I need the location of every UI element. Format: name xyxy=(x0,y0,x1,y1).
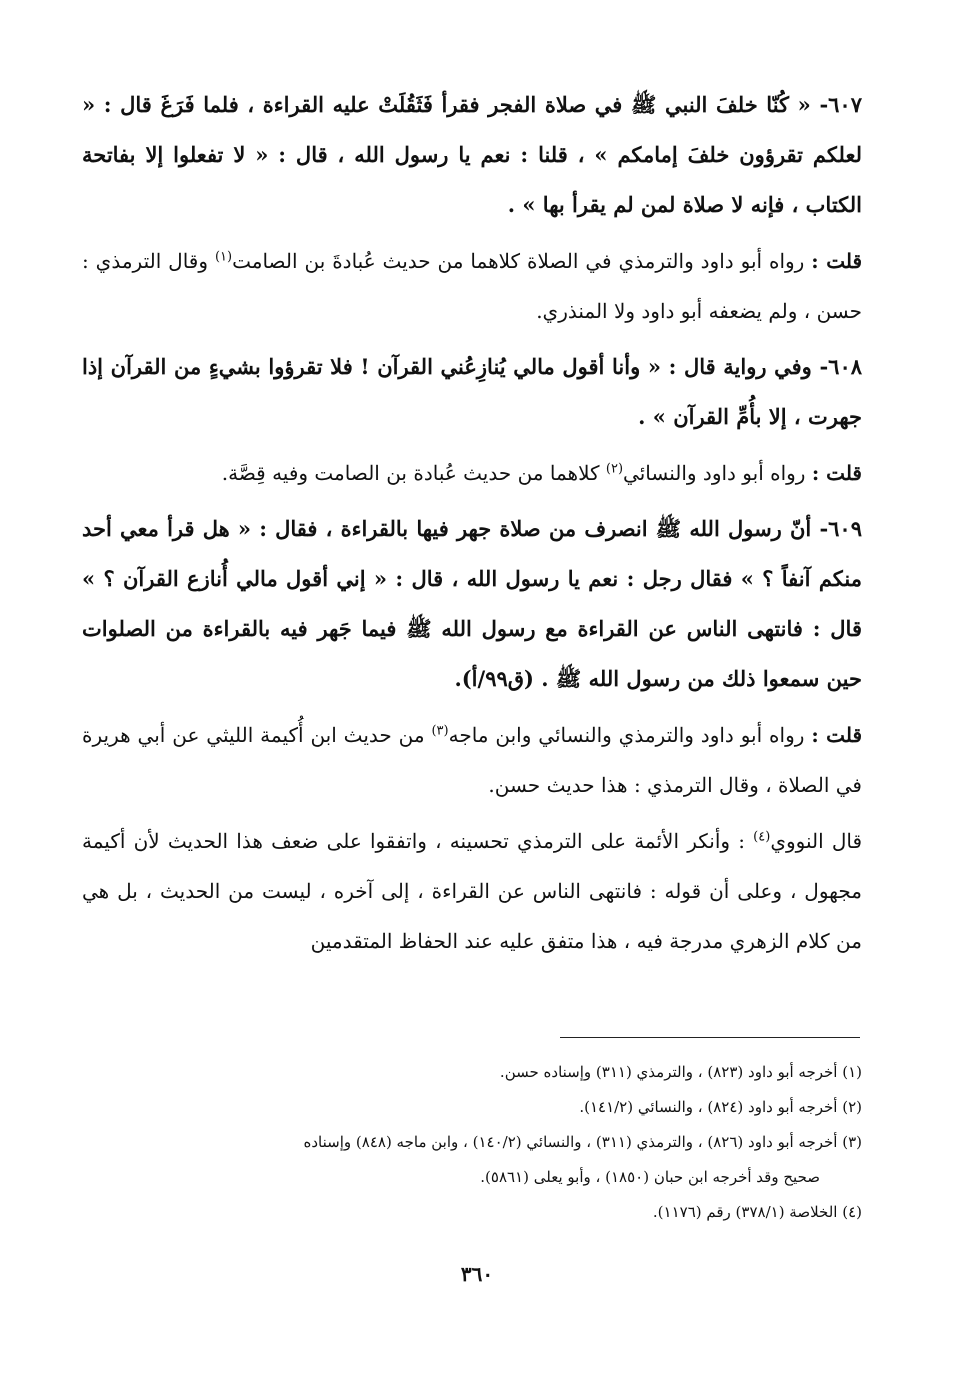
commentary-text: رواه أبو داود والترمذي والنسائي وابن ماجه xyxy=(448,723,805,747)
page-number: ٣٦٠ xyxy=(460,1262,494,1286)
commentary-text: وقال الترمذي : حسن ، ولم يضعفه أبو داود ولا المنذري. xyxy=(82,249,862,323)
hadith-number: ٦٠٧- xyxy=(819,92,862,117)
footnote-4: (٤) الخلاصة (٣٧٨/١) رقم (١١٧٦). xyxy=(652,1203,862,1221)
footnote-3-continuation: صحيح وقد أخرجه ابن حبان (١٨٥٠) ، وأبو يعلى (٥٨٦١). xyxy=(480,1168,820,1186)
hadith-text: أنّ رسول الله ﷺ انصرف من صلاة جهر فيها بالقراءة ، فقال : « هل قرأ معي أحد منكم آنفاً ؟ » فقال رجل : نعم يا رسول الله ، قال : « إني أقول مالي أُنازع القرآن ؟ » قال : فانتهى الناس عن القراءة مع رسول الله ﷺ فيما جَهر فيه بالقراءة من الصلوات حين سمعوا ذلك من رسول الله ﷺ . (ق٩٩/أ). xyxy=(82,516,862,691)
commentary-text: من حديث ابن أُكيمة الليثي عن أبي هريرة في الصلاة ، وقال الترمذي : هذا حديث حسن. xyxy=(82,723,862,797)
footnote-2: (٢) أخرجه أبو داود (٨٢٤) ، والنسائي (١٤١/٢). xyxy=(579,1098,862,1116)
hadith-607 xyxy=(82,80,862,230)
hadith-number: ٦٠٨- xyxy=(819,354,863,379)
footnote-divider xyxy=(560,1037,860,1038)
commentary-label: قلت : xyxy=(811,723,863,747)
footnote-ref[interactable]: (١) xyxy=(214,249,233,265)
page-body xyxy=(82,80,862,972)
commentary-label: قلت : xyxy=(811,461,862,485)
commentary-608 xyxy=(82,448,862,498)
commentary-label: قلت : xyxy=(811,249,863,273)
commentary-text: كلاهما من حديث عُبادة بن الصامت وفيه قِصَّة. xyxy=(221,461,600,485)
commentary-609 xyxy=(82,710,862,810)
footnotes xyxy=(82,1055,862,1230)
hadith-text: وفي رواية قال : « وأنا أقول مالي يُنازِعُني القرآن ! فلا تقرؤوا بشيءٍ من القرآن إذا جهرت ، إلا بأُمِّ القرآن » . xyxy=(82,354,862,429)
hadith-text: « كُنّا خلفَ النبي ﷺ في صلاة الفجر فقرأ فَثَقُلَتْ عليه القراءة ، فلما فَرَغَ قال : « لعلكم تقرؤون خلفَ إمامكم » ، قلنا : نعم يا رسول الله ، قال : « لا تفعلوا إلا بفاتحة الكتاب ، فإنه لا صلاة لمن لم يقرأ بها » . xyxy=(82,92,862,217)
footnote-1: (١) أخرجه أبو داود (٨٢٣) ، والترمذي (٣١١) وإسناده حسن. xyxy=(499,1063,862,1081)
hadith-609 xyxy=(82,504,862,704)
commentary-text: رواه أبو داود والترمذي في الصلاة كلاهما من حديث عُبادةَ بن الصامت xyxy=(232,249,805,273)
commentary-text: قال النووي xyxy=(770,829,863,853)
commentary-text: رواه أبو داود والنسائي xyxy=(623,461,806,485)
commentary-607 xyxy=(82,236,862,336)
commentary-text: : وأنكر الأئمة على الترمذي تحسينه ، واتفقوا على ضعف هذا الحديث لأن أكيمة مجهول ، وعلى أن قوله : فانتهى الناس عن القراءة ، إلى آخره ، ليست من الحديث ، بل هي من كلام الزهري مدرجة فيه ، هذا متفق عليه عند الحفاظ المتقدمين xyxy=(82,829,862,953)
nawawi-commentary xyxy=(82,816,862,966)
footnote-ref[interactable]: (٤) xyxy=(753,829,771,845)
hadith-608 xyxy=(82,342,862,442)
hadith-number: ٦٠٩- xyxy=(819,516,862,541)
footnote-ref[interactable]: (٣) xyxy=(431,723,449,739)
footnote-3: (٣) أخرجه أبو داود (٨٢٦) ، والترمذي (٣١١) ، والنسائي (١٤٠/٢) ، وابن ماجه (٨٤٨) وإسناده xyxy=(303,1133,862,1151)
footnote-ref[interactable]: (٢) xyxy=(605,461,624,477)
